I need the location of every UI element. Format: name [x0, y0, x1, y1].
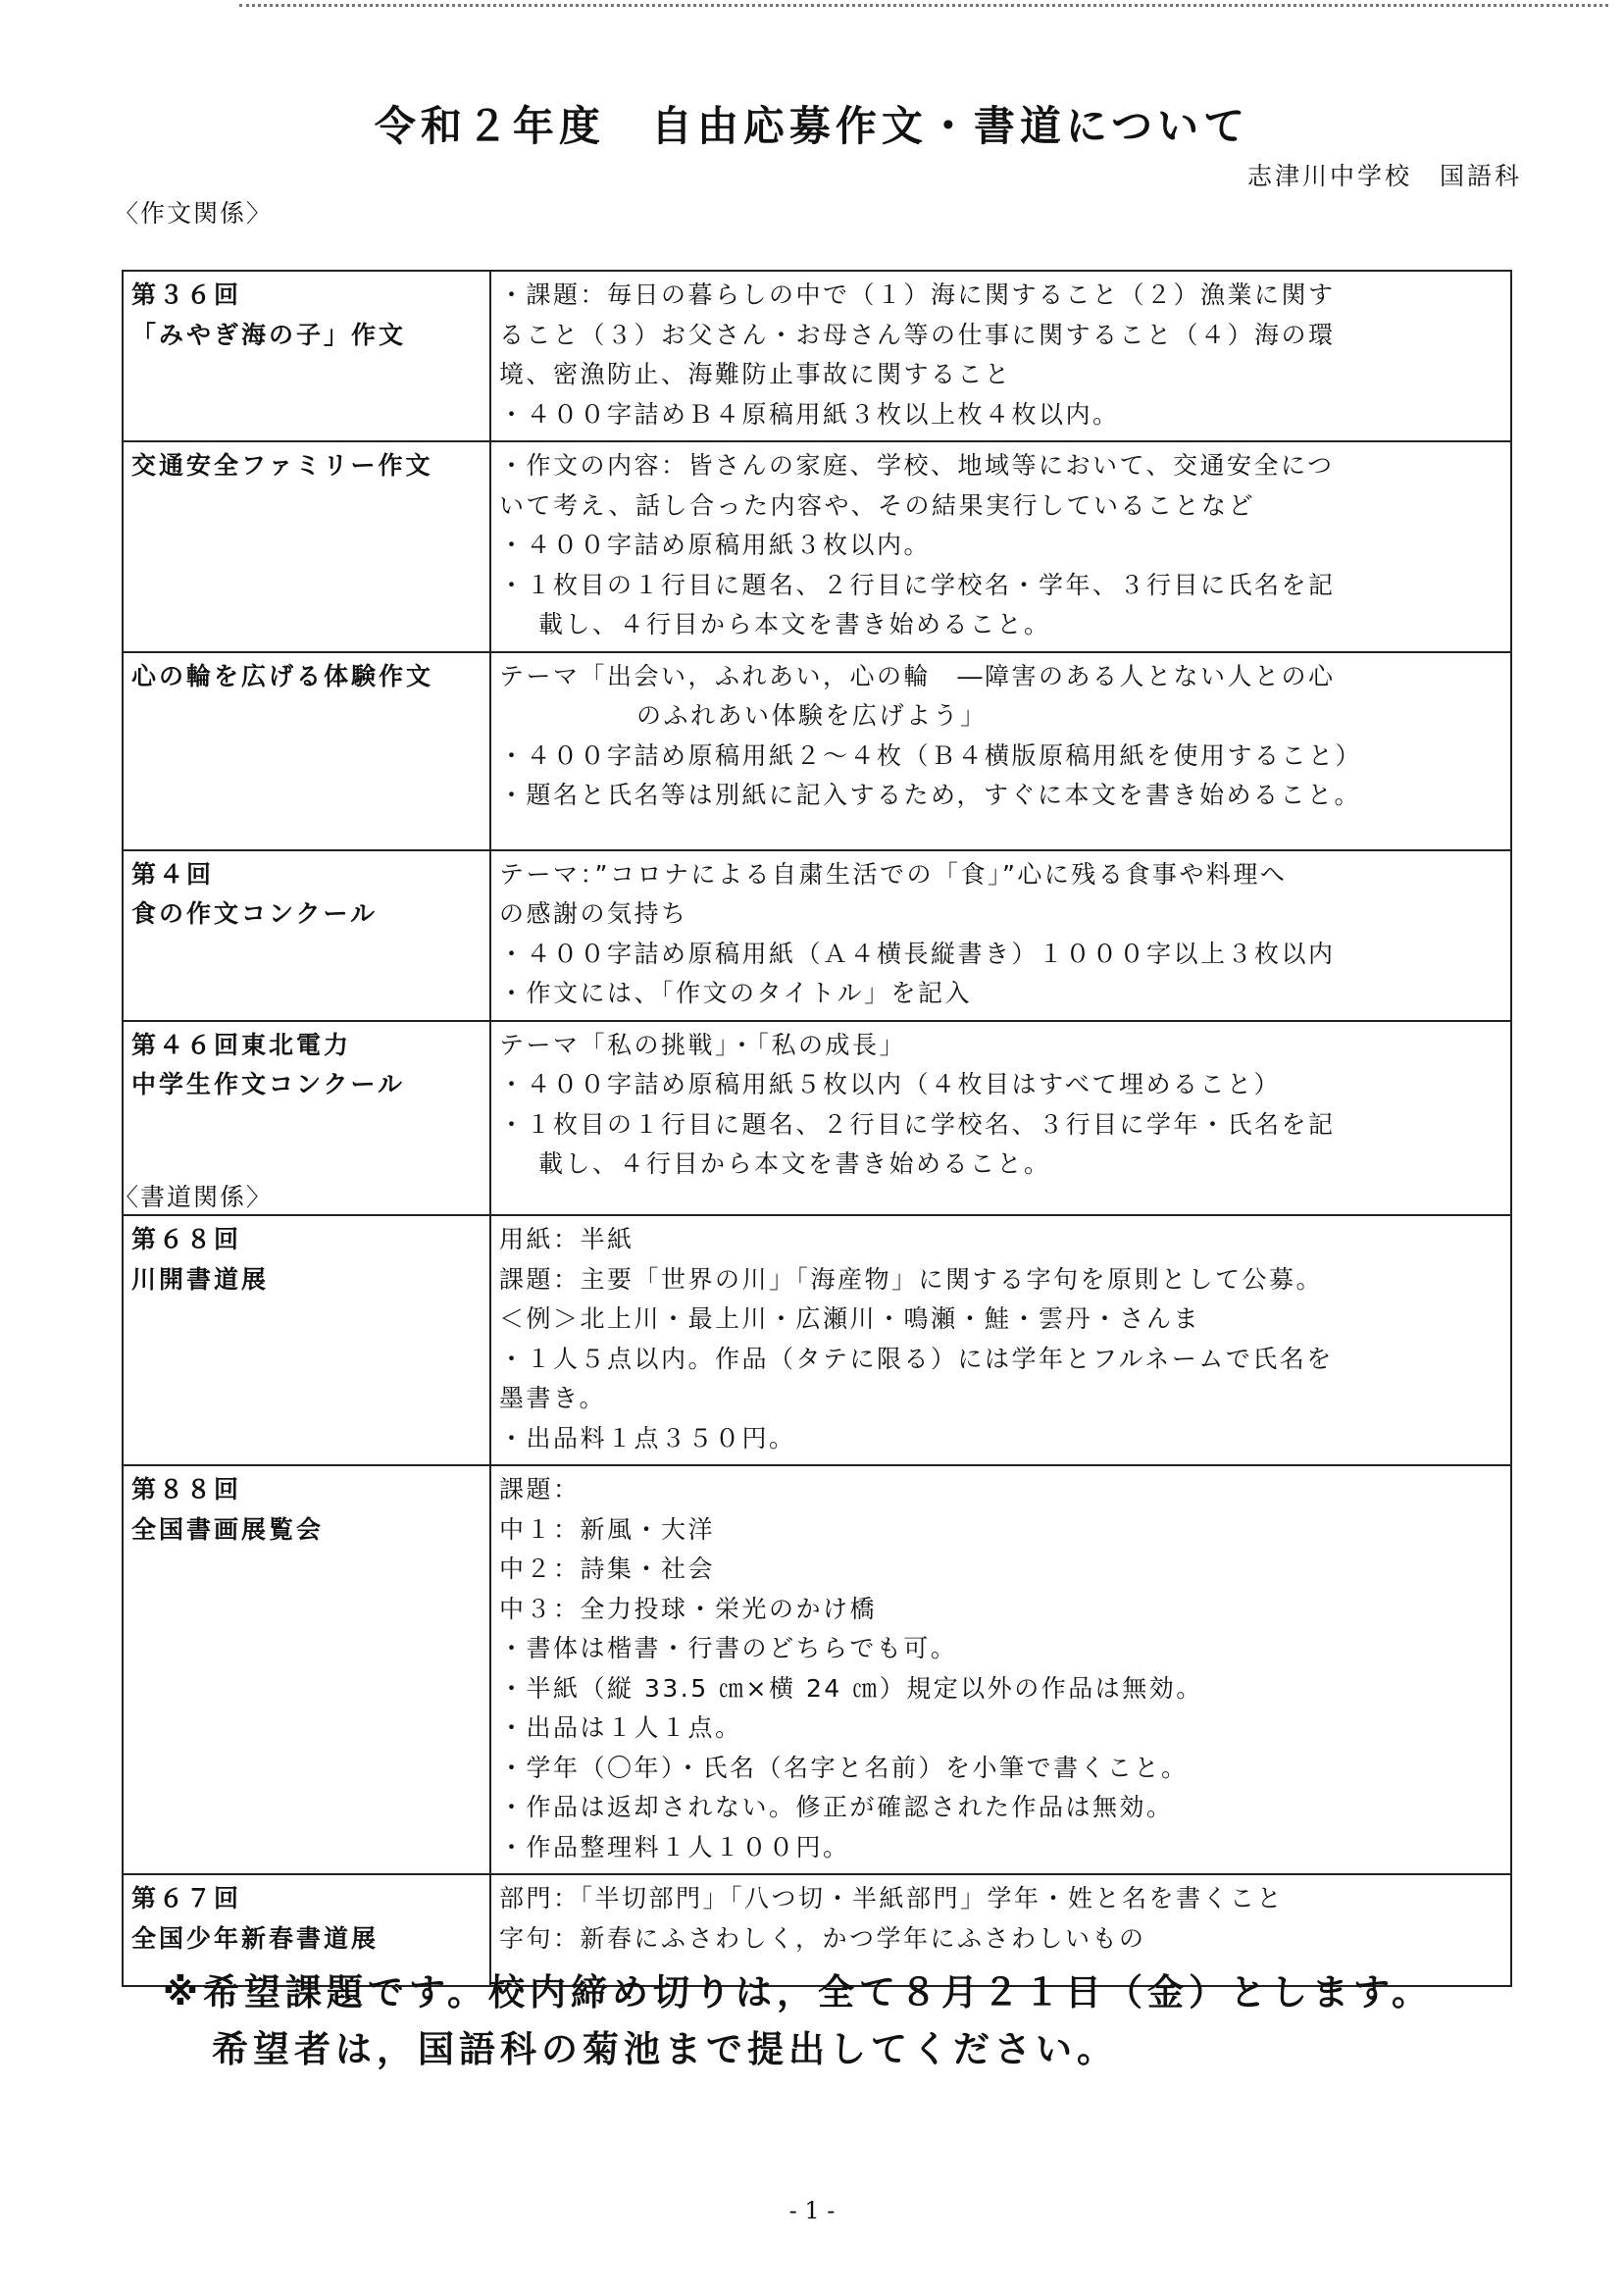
- detail-line: いて考え、話し合った内容や、その結果実行していることなど: [499, 490, 1256, 520]
- entry-name-line: 「みやぎ海の子」作文: [131, 320, 407, 349]
- entry-name-line: 食の作文コンクール: [131, 899, 379, 928]
- detail-line: 中１：新風・大洋: [499, 1514, 716, 1544]
- entry-name: [123, 441, 490, 652]
- entry-name-line: 全国書画展覧会: [131, 1514, 325, 1544]
- entry-details: [490, 441, 1511, 652]
- section-label-calligraphy: 〈書道関係〉: [114, 1183, 274, 1211]
- entry-name: [123, 1465, 490, 1874]
- table-row: [123, 652, 1511, 850]
- entry-name-line: 中学生作文コンクール: [131, 1070, 406, 1098]
- detail-line: ・出品は１人１点。: [499, 1713, 742, 1742]
- entry-name-line: 第４６回東北電力: [131, 1030, 352, 1059]
- detail-line: ・作文の内容：皆さんの家庭、学校、地域等において、交通安全につ: [499, 451, 1335, 480]
- detail-line: の感謝の気持ち: [499, 899, 688, 928]
- essay-table: [122, 270, 1512, 1216]
- submission-notice: [163, 1964, 1433, 2078]
- entry-name-line: 第６８回: [131, 1225, 242, 1253]
- detail-line: ・作品は返却されない。修正が確認された作品は無効。: [499, 1793, 1174, 1821]
- entry-details: [490, 271, 1511, 441]
- entry-name-line: 第６７回: [131, 1884, 242, 1912]
- table-row: [123, 1021, 1511, 1215]
- detail-line: ・出品料１点３５０円。: [499, 1423, 796, 1453]
- page-number: - 1 -: [788, 2197, 836, 2224]
- table-row: [123, 441, 1511, 652]
- entry-details: [490, 1465, 1511, 1874]
- detail-line: 載し、４行目から本文を書き始めること。: [538, 610, 1051, 638]
- entry-name-line: 交通安全ファミリー作文: [131, 451, 433, 480]
- detail-line: テーマ：”コロナによる自粛生活での「食」”心に残る食事や料理へ: [499, 859, 1288, 889]
- detail-line: ・課題：毎日の暮らしの中で（１）海に関すること（２）漁業に関す: [499, 280, 1336, 309]
- section-label-essay: 〈作文関係〉: [114, 199, 274, 228]
- detail-line: 課題：: [499, 1475, 581, 1504]
- author-line: 志津川中学校 国語科: [1246, 162, 1522, 190]
- detail-line: ・４００字詰め原稿用紙５枚以内（４枚目はすべて埋めること）: [499, 1070, 1282, 1098]
- detail-line: 部門：「半切部門」「八つ切・半紙部門」学年・姓と名を書くこと: [499, 1884, 1285, 1912]
- entry-name: [123, 271, 490, 441]
- page-title: 令和２年度 自由応募作文・書道について: [374, 102, 1250, 150]
- detail-line: ること（３）お父さん・お母さん等の仕事に関すること（４）海の環: [499, 320, 1336, 349]
- entry-details: [490, 1215, 1511, 1465]
- detail-line: ・１枚目の１行目に題名、２行目に学校名、３行目に学年・氏名を記: [499, 1109, 1336, 1139]
- table-row: [123, 1215, 1511, 1465]
- entry-name-line: 心の輪を広げる体験作文: [131, 661, 434, 690]
- detail-line: テーマ「出会い，ふれあい，心の輪 ―障害のある人とない人との心: [499, 661, 1336, 690]
- detail-line: ・４００字詰め原稿用紙２～４枚（Ｂ４横版原稿用紙を使用すること）: [499, 740, 1363, 770]
- detail-line: のふれあい体験を広げよう」: [636, 701, 988, 730]
- table-row: [123, 850, 1511, 1021]
- detail-line: 用紙：半紙: [499, 1225, 634, 1253]
- detail-line: ・書体は楷書・行書のどちらでも可。: [499, 1634, 958, 1662]
- entry-name-line: 全国少年新春書道展: [131, 1923, 380, 1953]
- detail-line: 字句：新春にふさわしく，かつ学年にふさわしいもの: [499, 1923, 1146, 1953]
- detail-line: ・半紙（縦 33.5 ㎝×横 24 ㎝）規定以外の作品は無効。: [499, 1673, 1203, 1703]
- detail-line: ＜例＞北上川・最上川・広瀬川・鳴瀬・鮭・雲丹・さんま: [499, 1304, 1201, 1333]
- detail-line: ・１人５点以内。作品（タテに限る）には学年とフルネームで氏名を: [499, 1344, 1334, 1373]
- detail-line: ・１枚目の１行目に題名、２行目に学校名・学年、３行目に氏名を記: [499, 570, 1336, 599]
- entry-name: [123, 1215, 490, 1465]
- top-dotted-rule: [239, 4, 1608, 7]
- detail-line: 課題：主要「世界の川」「海産物」に関する字句を原則として公募。: [499, 1264, 1324, 1294]
- detail-line: ・作品整理料１人１００円。: [499, 1832, 850, 1861]
- entry-name-line: 川開書道展: [131, 1264, 270, 1294]
- entry-name: [123, 652, 490, 850]
- detail-line: 中３：全力投球・栄光のかけ橋: [499, 1594, 878, 1623]
- table-row: [123, 1465, 1511, 1874]
- detail-line: 中２：詩集・社会: [499, 1555, 716, 1583]
- notice-line: ※希望課題です。校内締め切りは，全て８月２１日（金）とします。: [163, 1971, 1434, 2014]
- detail-line: テーマ「私の挑戦」・「私の成長」: [499, 1030, 907, 1059]
- entry-name-line: 第８８回: [131, 1475, 242, 1504]
- entry-name-line: 第３６回: [131, 280, 242, 309]
- entry-details: [490, 850, 1511, 1021]
- detail-line: 境、密漁防止、海難防止事故に関すること: [499, 360, 1012, 388]
- detail-line: 墨書き。: [499, 1384, 607, 1412]
- entry-name-line: 第４回: [131, 859, 215, 889]
- entry-details: [490, 652, 1511, 850]
- detail-line: ・４００字詰め原稿用紙３枚以内。: [499, 531, 932, 559]
- detail-line: ・学年（〇年）・氏名（名字と名前）を小筆で書くこと。: [499, 1753, 1189, 1782]
- detail-line: ・作文には、「作文のタイトル」を記入: [499, 979, 973, 1007]
- detail-line: ・４００字詰め原稿用紙（Ａ４横長縦書き）１０００字以上３枚以内: [499, 939, 1336, 968]
- notice-line: 希望者は，国語科の菊池まで提出してください。: [212, 2028, 1118, 2070]
- entry-name: [123, 850, 490, 1021]
- entry-details: [490, 1021, 1511, 1215]
- calligraphy-table: [122, 1214, 1512, 1987]
- table-row: [123, 271, 1511, 441]
- detail-line: ・４００字詰めＢ４原稿用紙３枚以上枚４枚以内。: [499, 399, 1120, 429]
- detail-line: 載し、４行目から本文を書き始めること。: [538, 1149, 1051, 1178]
- detail-line: ・題名と氏名等は別紙に記入するため，すぐに本文を書き始めること。: [499, 781, 1362, 809]
